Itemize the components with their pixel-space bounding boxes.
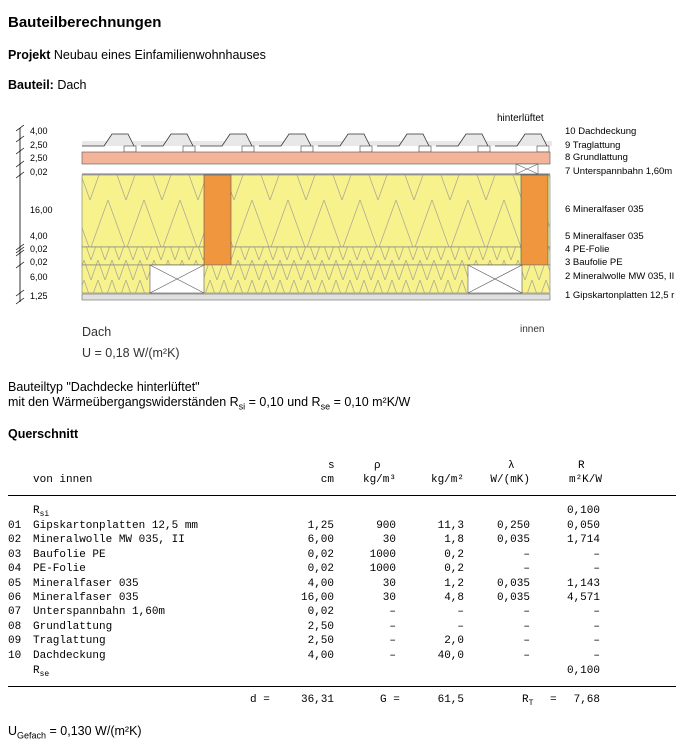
table-cell-no: 09 — [8, 635, 22, 647]
layer-label: 4 PE-Folie — [565, 244, 610, 255]
tile-batten — [183, 146, 195, 152]
table-cell-r: – — [593, 563, 600, 575]
table-cell-g: 0,2 — [444, 549, 464, 561]
total-d-label: d = — [250, 694, 270, 706]
table-cell-lambda: – — [523, 606, 530, 618]
table-cell-r: 0,050 — [566, 520, 600, 532]
dimension-label: 4,00 — [30, 231, 48, 241]
total-rt-label: $R_T$ — [522, 694, 534, 709]
header-r: R — [578, 460, 585, 472]
layer-label: 1 Gipskartonplatten 12,5 r — [565, 290, 675, 301]
table-cell-lambda: 0,035 — [496, 592, 530, 604]
tile-batten — [242, 146, 254, 152]
table-cell-no: 10 — [8, 650, 22, 662]
rsi-label: $R_{si}$ — [33, 505, 50, 520]
table-cell-g: 11,3 — [437, 520, 464, 532]
header-lambda: λ — [508, 460, 515, 472]
layer-label: 7 Unterspannbahn 1,60m — [565, 166, 673, 177]
table-cell-lambda: – — [523, 635, 530, 647]
dimension-label: 6,00 — [30, 272, 48, 282]
table-cell-name: Mineralfaser 035 — [33, 592, 139, 604]
total-rt-eq: = — [550, 694, 557, 706]
table-cell-g: 4,8 — [444, 592, 464, 604]
table-cell-s: 0,02 — [307, 563, 334, 575]
component-line — [8, 78, 87, 92]
layer-label: 10 Dachdeckung — [565, 126, 637, 137]
rse-value: 0,100 — [566, 665, 600, 677]
table-cell-r: 1,143 — [566, 578, 600, 590]
table-cell-rho: 30 — [382, 592, 396, 604]
table-cell-s: 0,02 — [307, 549, 334, 561]
rse-label: $R_{se}$ — [33, 665, 50, 680]
dimension-label: 1,25 — [30, 291, 48, 301]
table-cell-no: 06 — [8, 592, 22, 604]
table-cell-s: 2,50 — [307, 621, 334, 633]
total-rt-value: 7,68 — [573, 694, 600, 706]
table-cell-g: – — [457, 621, 464, 633]
total-g-label: G = — [380, 694, 400, 706]
table-cell-r: 1,714 — [566, 534, 600, 546]
dimension-label: 2,50 — [30, 140, 48, 150]
table-cell-g: 2,0 — [444, 635, 464, 647]
table-cell-rho: – — [389, 606, 396, 618]
table-cell-g: 0,2 — [444, 563, 464, 575]
table-cell-no: 07 — [8, 606, 22, 618]
rafter — [204, 175, 231, 265]
rafter — [521, 175, 548, 265]
table-cell-r: – — [593, 650, 600, 662]
table-cell-lambda: 0,035 — [496, 534, 530, 546]
table-cell-s: 6,00 — [307, 534, 334, 546]
table-cell-name: Dachdeckung — [33, 650, 106, 662]
dimension-label: 2,50 — [30, 153, 48, 163]
table-cell-name: Unterspannbahn 1,60m — [33, 606, 166, 618]
section-title: Querschnitt — [8, 427, 79, 441]
project-line — [8, 48, 266, 62]
table-cell-name: Baufolie PE — [33, 549, 106, 561]
table-cell-lambda: 0,035 — [496, 578, 530, 590]
table-cell-s: 0,02 — [307, 606, 334, 618]
diagram-component-label: Dach — [82, 325, 112, 339]
component-value: Dach — [57, 78, 87, 92]
table-cell-s: 2,50 — [307, 635, 334, 647]
dimension-label: 0,02 — [30, 257, 48, 267]
table-cell-name: Grundlattung — [33, 621, 113, 633]
table-cell-r: – — [593, 549, 600, 561]
component-type: Bauteiltyp "Dachdecke hinterlüftet" — [8, 380, 200, 394]
table-cell-s: 4,00 — [307, 578, 334, 590]
u-value-result: $U_{Gefach} = 0,130$ W/(m²K) — [8, 724, 142, 741]
table-cell-rho: 30 — [382, 534, 396, 546]
header-s: s — [328, 460, 335, 472]
table-cell-name: PE-Folie — [33, 563, 86, 575]
layer-label: 9 Traglattung — [565, 140, 621, 151]
table-cell-rho: 1000 — [369, 549, 396, 561]
table-cell-rho: – — [389, 621, 396, 633]
layer-label: 3 Baufolie PE — [565, 257, 623, 268]
table-cell-r: – — [593, 635, 600, 647]
table-cell-s: 4,00 — [307, 650, 334, 662]
table-cell-lambda: – — [523, 650, 530, 662]
total-g-value: 61,5 — [437, 694, 464, 706]
layer-label: 5 Mineralfaser 035 — [565, 231, 644, 242]
table-cell-no: 05 — [8, 578, 22, 590]
table-cell-rho: 1000 — [369, 563, 396, 575]
table-cell-g: 1,8 — [444, 534, 464, 546]
table-cell-s: 1,25 — [307, 520, 334, 532]
header-g-unit: kg/m² — [430, 474, 464, 486]
tile-batten — [124, 146, 136, 152]
diagram-u-value: U = 0,18 W/(m²K) — [82, 346, 180, 360]
counter-batten-layer — [82, 152, 550, 164]
header-lambda-unit: W/(mK) — [490, 474, 530, 486]
table-cell-s: 16,00 — [300, 592, 334, 604]
rsi-value: 0,100 — [566, 505, 600, 517]
total-d-value: 36,31 — [300, 694, 334, 706]
ventilated-label: hinterlüftet — [497, 113, 544, 124]
table-cell-name: Traglattung — [33, 635, 106, 647]
tile-batten — [419, 146, 431, 152]
table-cell-no: 02 — [8, 534, 22, 546]
table-cell-rho: 30 — [382, 578, 396, 590]
table-cell-rho: 900 — [376, 520, 396, 532]
layer-label: 6 Mineralfaser 035 — [565, 204, 644, 215]
project-value: Neubau eines Einfamilienwohnhauses — [53, 48, 266, 62]
table-cell-name: Mineralfaser 035 — [33, 578, 139, 590]
header-r-unit: m²K/W — [568, 474, 602, 486]
table-cell-lambda: – — [523, 549, 530, 561]
table-cell-name: Mineralwolle MW 035, II — [33, 534, 185, 546]
project-label: Projekt — [8, 48, 51, 62]
table-cell-r: – — [593, 606, 600, 618]
table-cell-g: 40,0 — [437, 650, 464, 662]
tile-batten — [360, 146, 372, 152]
dimension-label: 0,02 — [30, 167, 48, 177]
totals-divider — [8, 686, 676, 687]
table-cell-name: Gipskartonplatten 12,5 mm — [33, 520, 199, 532]
header-rho: ρ — [374, 460, 381, 472]
dimension-label: 16,00 — [30, 205, 53, 215]
table-cell-rho: – — [389, 650, 396, 662]
gypsum-board — [82, 294, 550, 300]
table-cell-lambda: 0,250 — [496, 520, 530, 532]
dimension-label: 4,00 — [30, 126, 48, 136]
header-rho-unit: kg/m³ — [362, 474, 396, 486]
tile-batten — [537, 146, 549, 152]
table-cell-no: 04 — [8, 563, 22, 575]
dimension-label: 0,02 — [30, 244, 48, 254]
table-cell-lambda: – — [523, 621, 530, 633]
surface-resistance-line: mit den Wärmeübergangswiderständen $R_{si} = 0,10$ und $R_{se} = 0,10$ m²K/W — [8, 395, 411, 412]
tile-batten — [478, 146, 490, 152]
table-cell-g: – — [457, 606, 464, 618]
table-cell-no: 01 — [8, 520, 22, 532]
header-s-unit: cm — [320, 474, 334, 486]
tile-batten — [301, 146, 313, 152]
page-title: Bauteilberechnungen — [8, 14, 162, 31]
table-cell-rho: – — [389, 635, 396, 647]
table-cell-r: – — [593, 621, 600, 633]
table-cell-no: 08 — [8, 621, 22, 633]
component-label: Bauteil: — [8, 78, 54, 92]
layer-label: 2 Mineralwolle MW 035, II — [565, 271, 675, 282]
table-cell-g: 1,2 — [444, 578, 464, 590]
table-cell-no: 03 — [8, 549, 22, 561]
header-name: von innen — [33, 474, 93, 486]
header-divider — [8, 495, 676, 496]
layer-label: 8 Grundlattung — [565, 152, 628, 163]
interior-label: innen — [520, 324, 545, 335]
table-cell-r: 4,571 — [566, 592, 600, 604]
table-cell-lambda: – — [523, 563, 530, 575]
roof-cross-section-diagram — [0, 105, 700, 370]
